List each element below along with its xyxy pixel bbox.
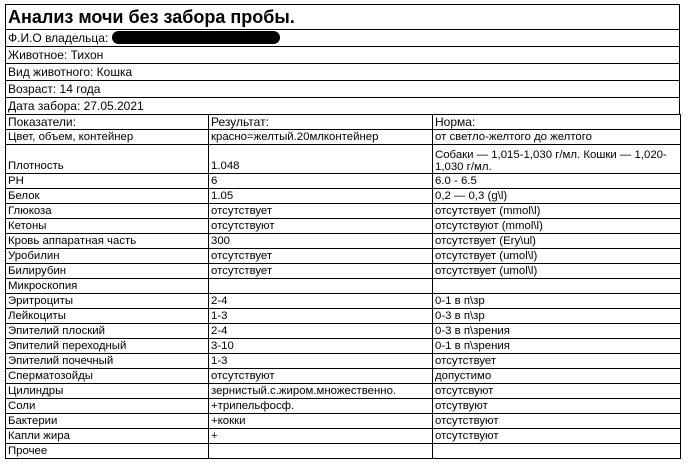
result-cell: 1-3 <box>209 309 433 324</box>
indicator-cell: Цилиндры <box>6 384 209 399</box>
owner-label: Ф.И.О владельца: <box>8 31 109 45</box>
norm-cell: 0-1 в п\зр <box>433 294 681 309</box>
indicator-cell: Цвет, объем, контейнер <box>6 130 209 145</box>
indicator-cell: Микроскопия <box>6 279 209 294</box>
age-row: Возраст: 14 года <box>5 81 680 98</box>
animal-name-row: Животное: Тихон <box>5 47 680 64</box>
norm-cell: 6.0 - 6.5 <box>433 174 681 189</box>
norm-cell: допустимо <box>433 369 681 384</box>
table-row <box>6 189 681 204</box>
table-row <box>6 324 681 339</box>
table-row <box>6 130 681 145</box>
indicator-cell: PH <box>6 174 209 189</box>
norm-cell: отсутствует (umol\l) <box>433 249 681 264</box>
norm-cell <box>433 444 681 459</box>
header-norm: Норма: <box>433 115 681 130</box>
norm-cell: отсутствуют <box>433 429 681 444</box>
result-cell: 3-10 <box>209 339 433 354</box>
table-row <box>6 369 681 384</box>
indicator-cell: Уробилин <box>6 249 209 264</box>
report-title: Анализ мочи без забора пробы. <box>5 4 680 30</box>
result-cell: отсутствуют <box>209 369 433 384</box>
result-cell: 1.048 <box>209 145 433 174</box>
table-row <box>6 249 681 264</box>
indicator-cell: Глюкоза <box>6 204 209 219</box>
table-row <box>6 384 681 399</box>
norm-cell: отсутствует <box>433 354 681 369</box>
result-cell: 1-3 <box>209 354 433 369</box>
result-cell: 1.05 <box>209 189 433 204</box>
table-row <box>6 339 681 354</box>
result-cell: зернистый.с.жиром.множественно. <box>209 384 433 399</box>
result-cell: отсутствует <box>209 204 433 219</box>
result-cell: отсутствует <box>209 264 433 279</box>
norm-cell: 0,2 — 0,3 (g\l) <box>433 189 681 204</box>
norm-cell: отсутствует (umol\l) <box>433 264 681 279</box>
table-row <box>6 444 681 459</box>
indicator-cell: Кровь аппаратная часть <box>6 234 209 249</box>
result-cell: +кокки <box>209 414 433 429</box>
header-indicator: Показатели: <box>6 115 209 130</box>
indicator-cell: Эпителий почечный <box>6 354 209 369</box>
result-cell: красно=желтый.20млконтейнер <box>209 130 433 145</box>
table-row <box>6 234 681 249</box>
indicator-cell: Бактерии <box>6 414 209 429</box>
norm-cell: 0-3 в п\зрения <box>433 324 681 339</box>
species-row: Вид животного: Кошка <box>5 64 680 81</box>
table-row <box>6 204 681 219</box>
result-cell: 300 <box>209 234 433 249</box>
result-cell: 2-4 <box>209 324 433 339</box>
result-cell: отсутствуют <box>209 219 433 234</box>
indicator-cell: Соли <box>6 399 209 414</box>
indicator-cell: Эритроциты <box>6 294 209 309</box>
table-row <box>6 399 681 414</box>
norm-cell: отсутствуют (mmol\l) <box>433 219 681 234</box>
norm-cell: от светло-желтого до желтого <box>433 130 681 145</box>
table-row <box>6 414 681 429</box>
norm-cell: отсутвуют <box>433 399 681 414</box>
result-cell: +трипельфосф. <box>209 399 433 414</box>
header-result: Результат: <box>209 115 433 130</box>
redaction-mark <box>112 31 280 44</box>
norm-cell: отсутствует (Ery\ul) <box>433 234 681 249</box>
table-row <box>6 279 681 294</box>
result-cell: отсутствует <box>209 249 433 264</box>
table-header-row <box>6 115 681 130</box>
table-row <box>6 219 681 234</box>
norm-cell: отсутсвуют <box>433 384 681 399</box>
result-cell <box>209 279 433 294</box>
table-row <box>6 294 681 309</box>
table-row <box>6 174 681 189</box>
norm-cell: отсутствуют <box>433 414 681 429</box>
indicator-cell: Эпителий плоский <box>6 324 209 339</box>
norm-cell: отсутствует (mmol\l) <box>433 204 681 219</box>
indicator-cell: Сперматозойды <box>6 369 209 384</box>
result-cell: 2-4 <box>209 294 433 309</box>
indicator-cell: Капли жира <box>6 429 209 444</box>
table-row <box>6 309 681 324</box>
indicator-cell: Лейкоциты <box>6 309 209 324</box>
indicator-cell: Билирубин <box>6 264 209 279</box>
table-row <box>6 354 681 369</box>
result-cell: + <box>209 429 433 444</box>
table-row <box>6 145 681 174</box>
date-row: Дата забора: 27.05.2021 <box>5 98 680 115</box>
indicator-cell: Эпителий переходный <box>6 339 209 354</box>
lab-report <box>5 4 680 459</box>
indicator-cell: Плотность <box>6 145 209 174</box>
indicator-cell: Прочее <box>6 444 209 459</box>
result-cell <box>209 444 433 459</box>
results-body <box>6 115 681 459</box>
result-cell: 6 <box>209 174 433 189</box>
indicator-cell: Белок <box>6 189 209 204</box>
table-row <box>6 429 681 444</box>
indicator-cell: Кетоны <box>6 219 209 234</box>
norm-cell: 0-1 в п\зрения <box>433 339 681 354</box>
table-row <box>6 264 681 279</box>
norm-cell: 0-3 в п\зр <box>433 309 681 324</box>
owner-row <box>5 30 680 47</box>
results-table <box>5 114 681 459</box>
norm-cell <box>433 279 681 294</box>
norm-cell: Собаки — 1,015-1,030 г/мл. Кошки — 1,020-1,030 г/мл. <box>433 145 681 174</box>
